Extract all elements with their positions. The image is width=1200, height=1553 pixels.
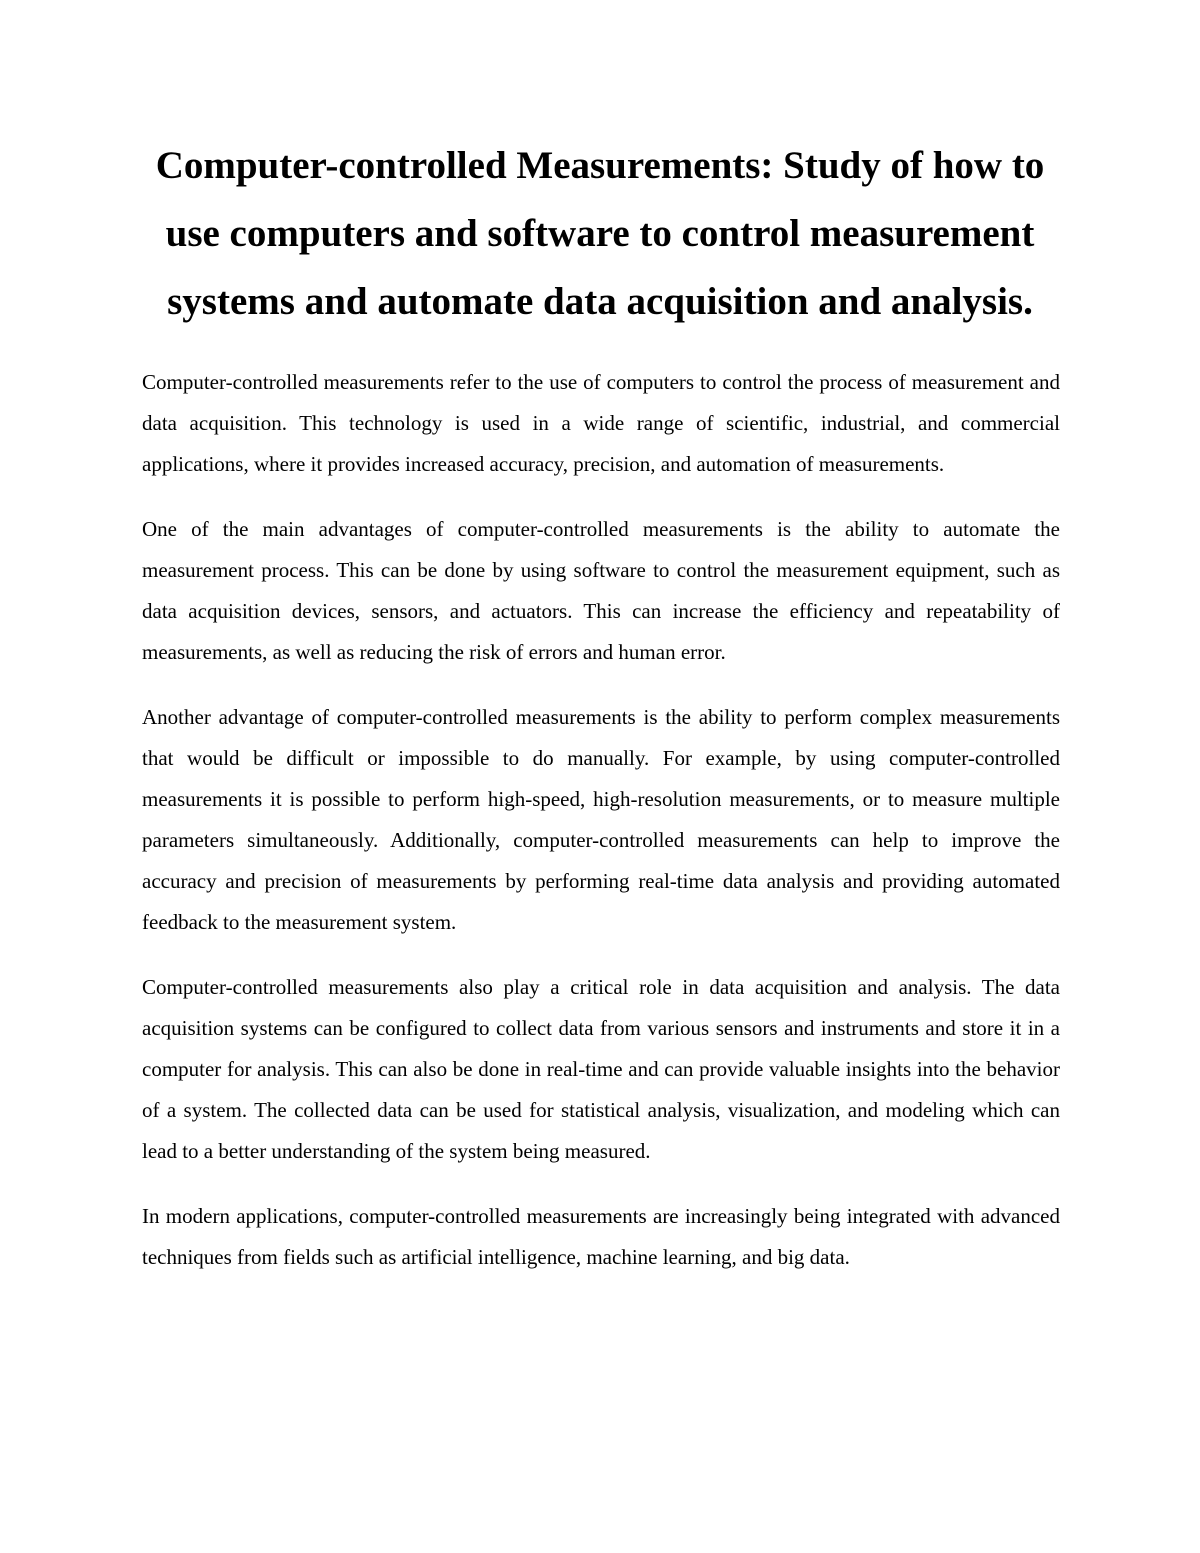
paragraph-intro: Computer-controlled measurements refer to the use of computers to control the process of measurement and data acquisition. This technology is used in a wide range of scientific, industrial, and commercial applications, where it provides increased accuracy, precision, and automation of measurements. <box>142 370 1060 476</box>
paragraph-complex-measurements: Another advantage of computer-controlled measurements is the ability to perform complex measurements that would be difficult or impossible to do manually. For example, by using computer-controlled measurements it is possible to perform high-speed, high-resolution measurements, or to measure multiple parameters simultaneously. Additionally, computer-controlled measurements can help to improve the accuracy and precision of measurements by performing real-time data analysis and providing automated feedback to the measurement system. <box>142 705 1060 934</box>
paragraph-modern-applications: In modern applications, computer-controlled measurements are increasingly being integrated with advanced techniques from fields such as artificial intelligence, machine learning, and big data. <box>142 1204 1060 1269</box>
document-body <box>142 362 1060 1302</box>
document-title: Computer-controlled Measurements: Study of how to use computers and software to control measurement systems and automate data acquisition and analysis. <box>155 144 1045 323</box>
paragraph-automation: One of the main advantages of computer-controlled measurements is the ability to automate the measurement process. This can be done by using software to control the measurement equipment, such as data acquisition devices, sensors, and actuators. This can increase the efficiency and repeatability of measurements, as well as reducing the risk of errors and human error. <box>142 517 1060 664</box>
paragraph-data-acquisition: Computer-controlled measurements also play a critical role in data acquisition and analysis. The data acquisition systems can be configured to collect data from various sensors and instruments and store it in a computer for analysis. This can also be done in real-time and can provide valuable insights into the behavior of a system. The collected data can be used for statistical analysis, visualization, and modeling which can lead to a better understanding of the system being measured. <box>142 975 1060 1163</box>
